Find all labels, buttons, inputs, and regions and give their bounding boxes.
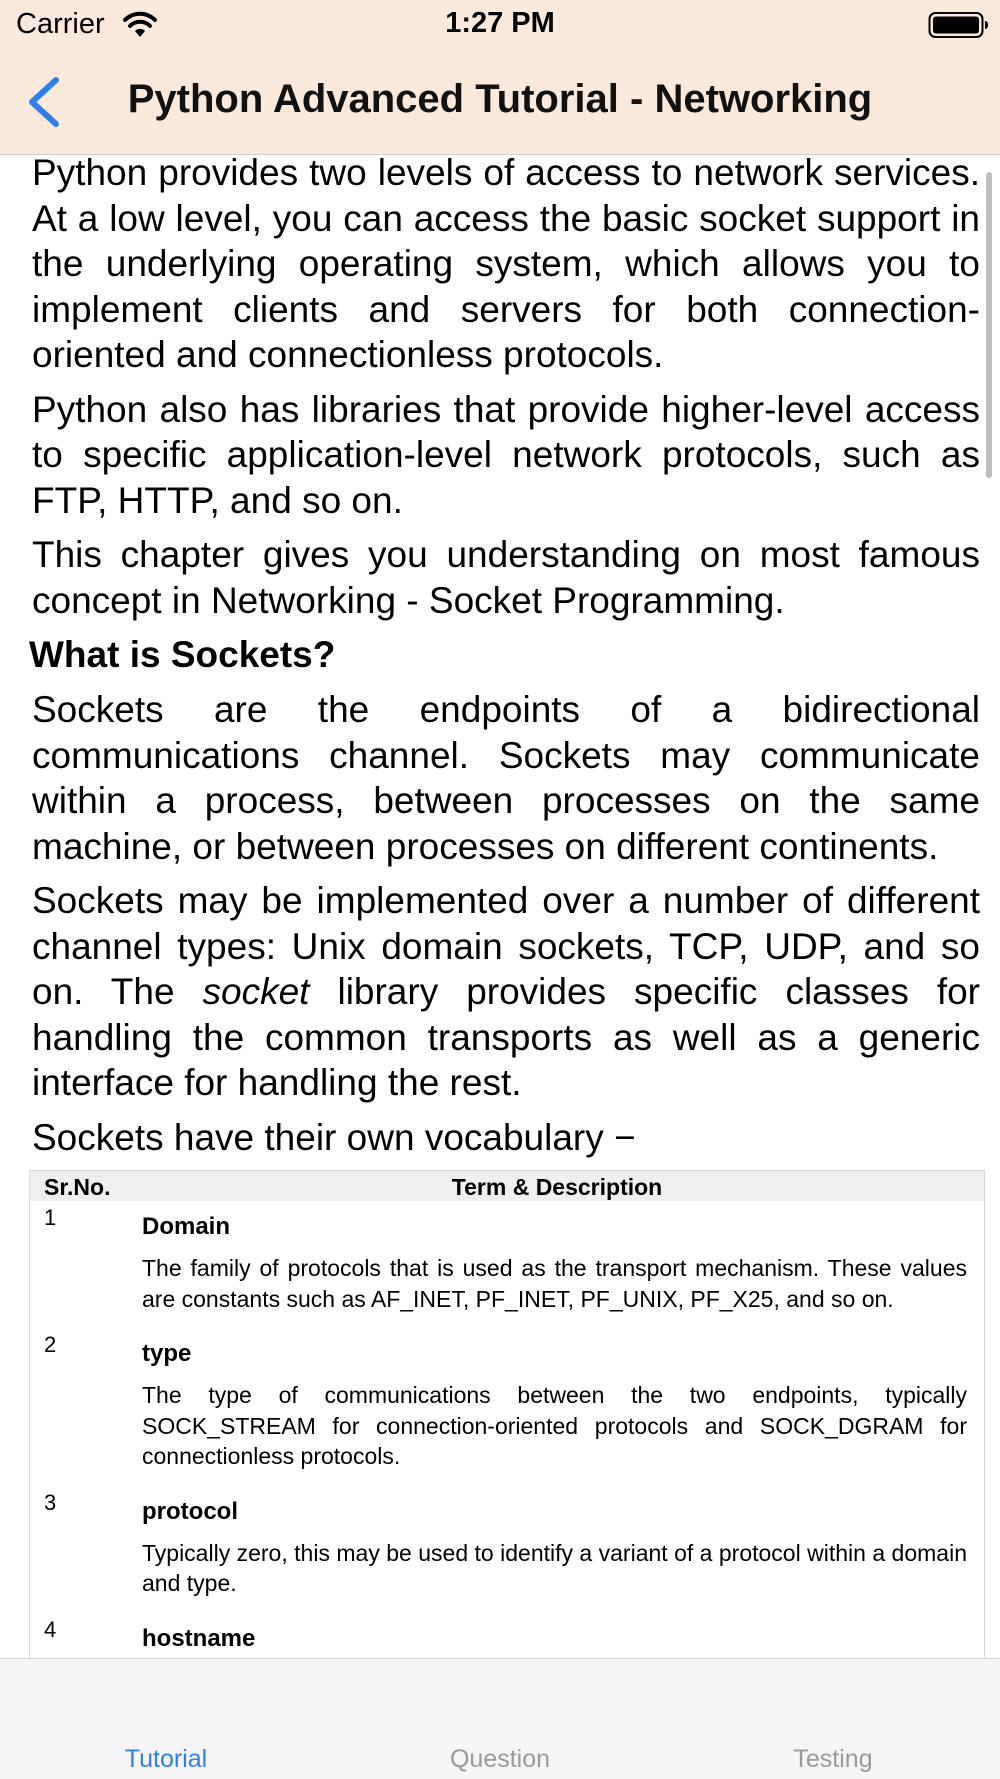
page-title: Python Advanced Tutorial - Networking — [127, 77, 873, 121]
paragraph: Python provides two levels of access to network services. At a low level, you can access the basic socket support in the underlying operating system, which allows you to implement clients and servers for both connection-oriented and connectionless protocols. — [32, 155, 980, 375]
vocabulary-table — [29, 1170, 985, 1658]
status-time: 1:27 PM — [445, 7, 555, 39]
term-name: hostname — [142, 1624, 256, 1652]
tutorial-content[interactable] — [0, 155, 1000, 1658]
status-bar — [0, 0, 1000, 50]
table-row — [30, 1201, 984, 1314]
term-name: type — [142, 1340, 192, 1367]
term-name: Domain — [142, 1213, 231, 1240]
row-number: 4 — [44, 1616, 57, 1642]
row-number: 3 — [44, 1489, 57, 1515]
paragraph: Sockets have their own vocabulary − — [32, 1116, 636, 1158]
column-header-term: Term & Description — [451, 1174, 663, 1200]
battery-icon — [928, 10, 990, 40]
scrollbar[interactable] — [986, 172, 992, 478]
paragraph-text: Sockets may be implemented over a number of different channel types: Unix domain sockets, TCP, UDP, and so on. The — [32, 880, 980, 1012]
table-row — [30, 1613, 984, 1653]
tab-question[interactable]: Question — [449, 1745, 551, 1773]
table-header — [30, 1171, 984, 1201]
paragraph-text: library provides specific classes for handling the common transports as well as a generic interface for handling the rest. — [32, 971, 980, 1103]
socket-keyword: socket — [202, 971, 310, 1012]
row-number: 1 — [44, 1205, 57, 1230]
carrier-label: Carrier — [16, 8, 105, 40]
table-row — [30, 1486, 984, 1599]
paragraph: Python also has libraries that provide higher-level access to specific application-level network protocols, such as FTP, HTTP, and so on. — [32, 388, 980, 521]
tab-testing[interactable]: Testing — [793, 1745, 873, 1773]
term-name: protocol — [142, 1497, 238, 1525]
paragraph-socket-library — [32, 878, 980, 1106]
navigation-bar — [0, 50, 1000, 155]
term-description: The family of protocols that is used as the transport mechanism. These values are constants such as AF_INET, PF_INET, PF_UNIX, PF_X25, and so on. — [142, 1255, 967, 1312]
column-header-srno: Sr.No. — [44, 1174, 111, 1200]
paragraph: Sockets are the endpoints of a bidirectional communications channel. Sockets may communicate within a process, between processes on the same machine, or between processes on different continents. — [32, 689, 980, 867]
tab-bar — [0, 1658, 1000, 1779]
row-number: 2 — [44, 1332, 57, 1357]
table-row — [30, 1328, 984, 1472]
term-description: The type of communications between the two endpoints, typically SOCK_STREAM for connection-oriented protocols and SOCK_DGRAM for connectionless protocols. — [142, 1382, 967, 1469]
term-description: Typically zero, this may be used to identify a variant of a protocol within a domain and type. — [142, 1539, 967, 1596]
section-heading: What is Sockets? — [29, 634, 336, 675]
paragraph: This chapter gives you understanding on most famous concept in Networking - Socket Programming. — [32, 534, 980, 621]
tab-tutorial[interactable]: Tutorial — [124, 1745, 208, 1773]
